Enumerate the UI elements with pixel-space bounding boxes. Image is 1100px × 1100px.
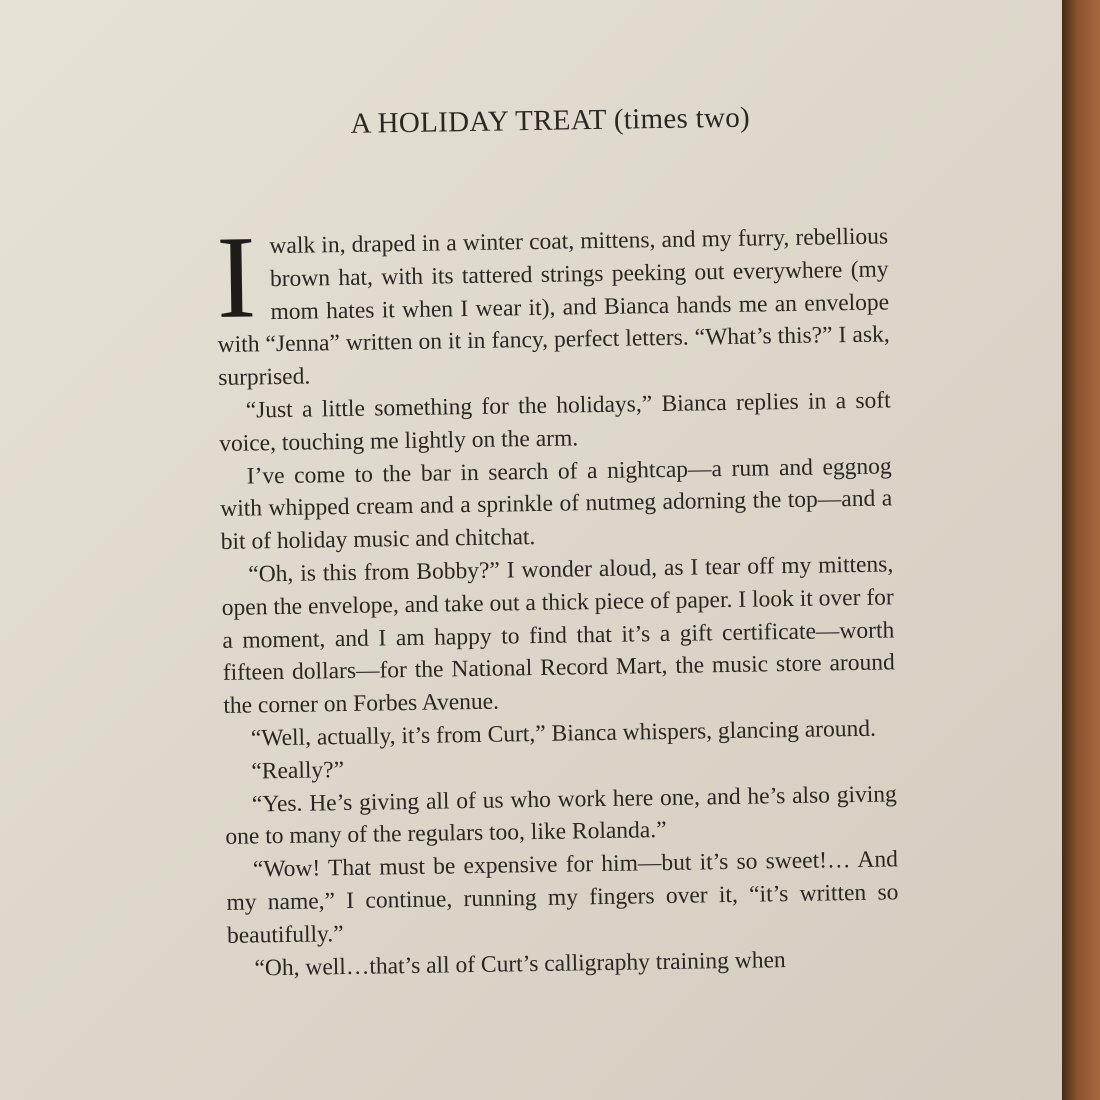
paragraph-8: “Wow! That must be expensive for him—but it’s so sweet!… And my name,” I continue, running my fingers over it, “it’s written so beautifully.” <box>226 846 899 949</box>
paragraph-2: “Just a little something for the holidays,” Bianca replies in a soft voice, touching me lightly on the arm. <box>219 387 891 457</box>
paragraph-9: “Oh, well…that’s all of Curt’s calligraphy training when <box>254 946 786 981</box>
paragraph-1-text: walk in, draped in a winter coat, mittens, and my furry, rebellious brown hat, with its tattered strings peeking out everywhere (my mom hates it when I wear it), and Bianca hands me an envelope with “Jenna” written on it in fancy, perfect letters. “What’s this?” I ask, surprised. <box>217 223 890 392</box>
table-surface <box>1062 0 1100 1100</box>
paragraph-6: “Really?” <box>251 756 345 785</box>
paragraph-7: “Yes. He’s giving all of us who work here one, and he’s also giving one to many of the regulars too, like Rolanda.” <box>225 780 898 851</box>
paragraph-5: “Well, actually, it’s from Curt,” Bianca whispers, glancing around. <box>250 715 877 752</box>
paragraph-4: “Oh, is this from Bobby?” I wonder aloud, as I tear off my mittens, open the envelope, and take out a thick piece of paper. I look it over for a moment, and I am happy to find that it’s a gift certificate—worth fifteen dollars—for the National Record Mart, the music store around the corner on Forbes Avenue. <box>221 551 895 720</box>
paragraph-1 <box>215 211 890 395</box>
chapter-body <box>215 211 900 985</box>
page-content <box>214 99 900 985</box>
chapter-title: A HOLIDAY TREAT (times two) <box>350 101 751 140</box>
drop-cap: I <box>215 211 257 343</box>
paragraph-3: I’ve come to the bar in search of a nightcap—a rum and eggnog with whipped cream and a sprinkle of nutmeg adorning the top—and a bit of holiday music and chitchat. <box>220 452 893 556</box>
